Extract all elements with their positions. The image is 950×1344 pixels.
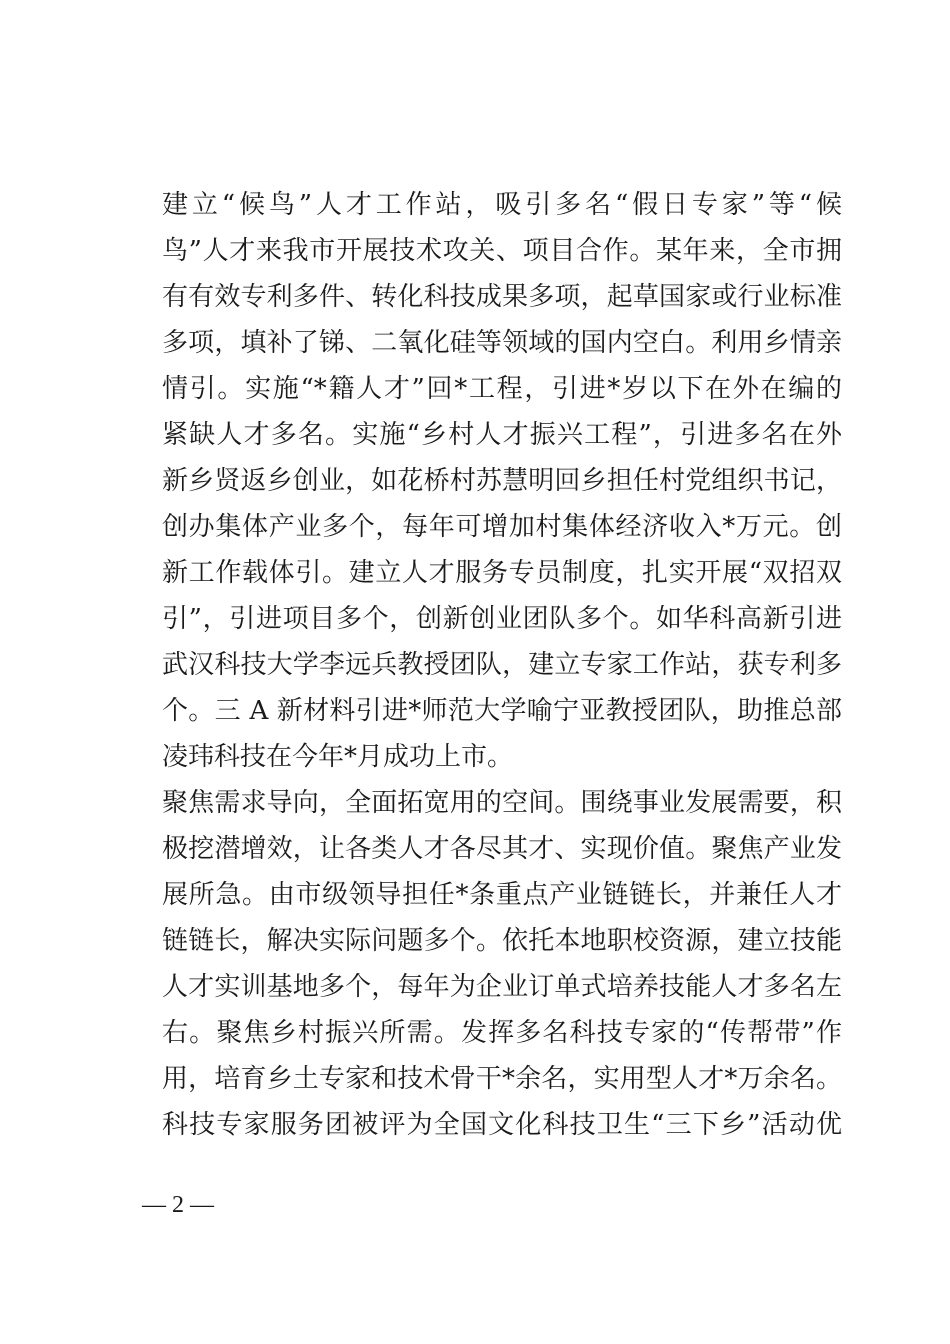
text-line: 链链长，解决实际问题多个。依托本地职校资源，建立技能 (162, 926, 842, 956)
text-line: 聚焦需求导向，全面拓宽用的空间。围绕事业发展需要，积 (162, 788, 842, 818)
text-line: 引”，引进项目多个，创新创业团队多个。如华科高新引进 (162, 604, 842, 634)
paragraph-1 (162, 182, 842, 780)
text-line: 人才实训基地多个，每年为企业订单式培养技能人才多名左 (162, 972, 842, 1002)
text-line: 新工作载体引。建立人才服务专员制度，扎实开展“双招双 (162, 558, 842, 588)
text-line: 紧缺人才多名。实施“乡村人才振兴工程”，引进多名在外 (162, 420, 842, 450)
text-line: 多项，填补了锑、二氧化硅等领域的国内空白。利用乡情亲 (162, 328, 842, 358)
text-line: 个。三 A 新材料引进*师范大学喻宁亚教授团队，助推总部 (162, 696, 842, 726)
page-number: — 2 — (142, 1192, 214, 1218)
text-line: 创办集体产业多个，每年可增加村集体经济收入*万元。创 (162, 512, 842, 542)
text-line: 新乡贤返乡创业，如花桥村苏慧明回乡担任村党组织书记， (162, 466, 842, 496)
text-line: 右。聚焦乡村振兴所需。发挥多名科技专家的“传帮带”作 (162, 1018, 842, 1048)
text-line: 武汉科技大学李远兵教授团队，建立专家工作站，获专利多 (162, 650, 842, 680)
body-text (162, 182, 842, 1148)
text-line: 建立“候鸟”人才工作站，吸引多名“假日专家”等“候 (162, 190, 842, 220)
text-line: 情引。实施“*籍人才”回*工程，引进*岁以下在外在编的 (162, 374, 842, 404)
text-line: 凌玮科技在今年*月成功上市。 (162, 742, 514, 772)
text-line: 有有效专利多件、转化科技成果多项，起草国家或行业标准 (162, 282, 842, 312)
text-line: 科技专家服务团被评为全国文化科技卫生“三下乡”活动优 (162, 1110, 842, 1140)
text-line: 展所急。由市级领导担任*条重点产业链链长，并兼任人才 (162, 880, 842, 910)
paragraph-2 (162, 780, 842, 1148)
text-line: 极挖潜增效，让各类人才各尽其才、实现价值。聚焦产业发 (162, 834, 842, 864)
text-line: 鸟”人才来我市开展技术攻关、项目合作。某年来，全市拥 (162, 236, 842, 266)
text-line: 用，培育乡土专家和技术骨干*余名，实用型人才*万余名。 (162, 1064, 842, 1094)
